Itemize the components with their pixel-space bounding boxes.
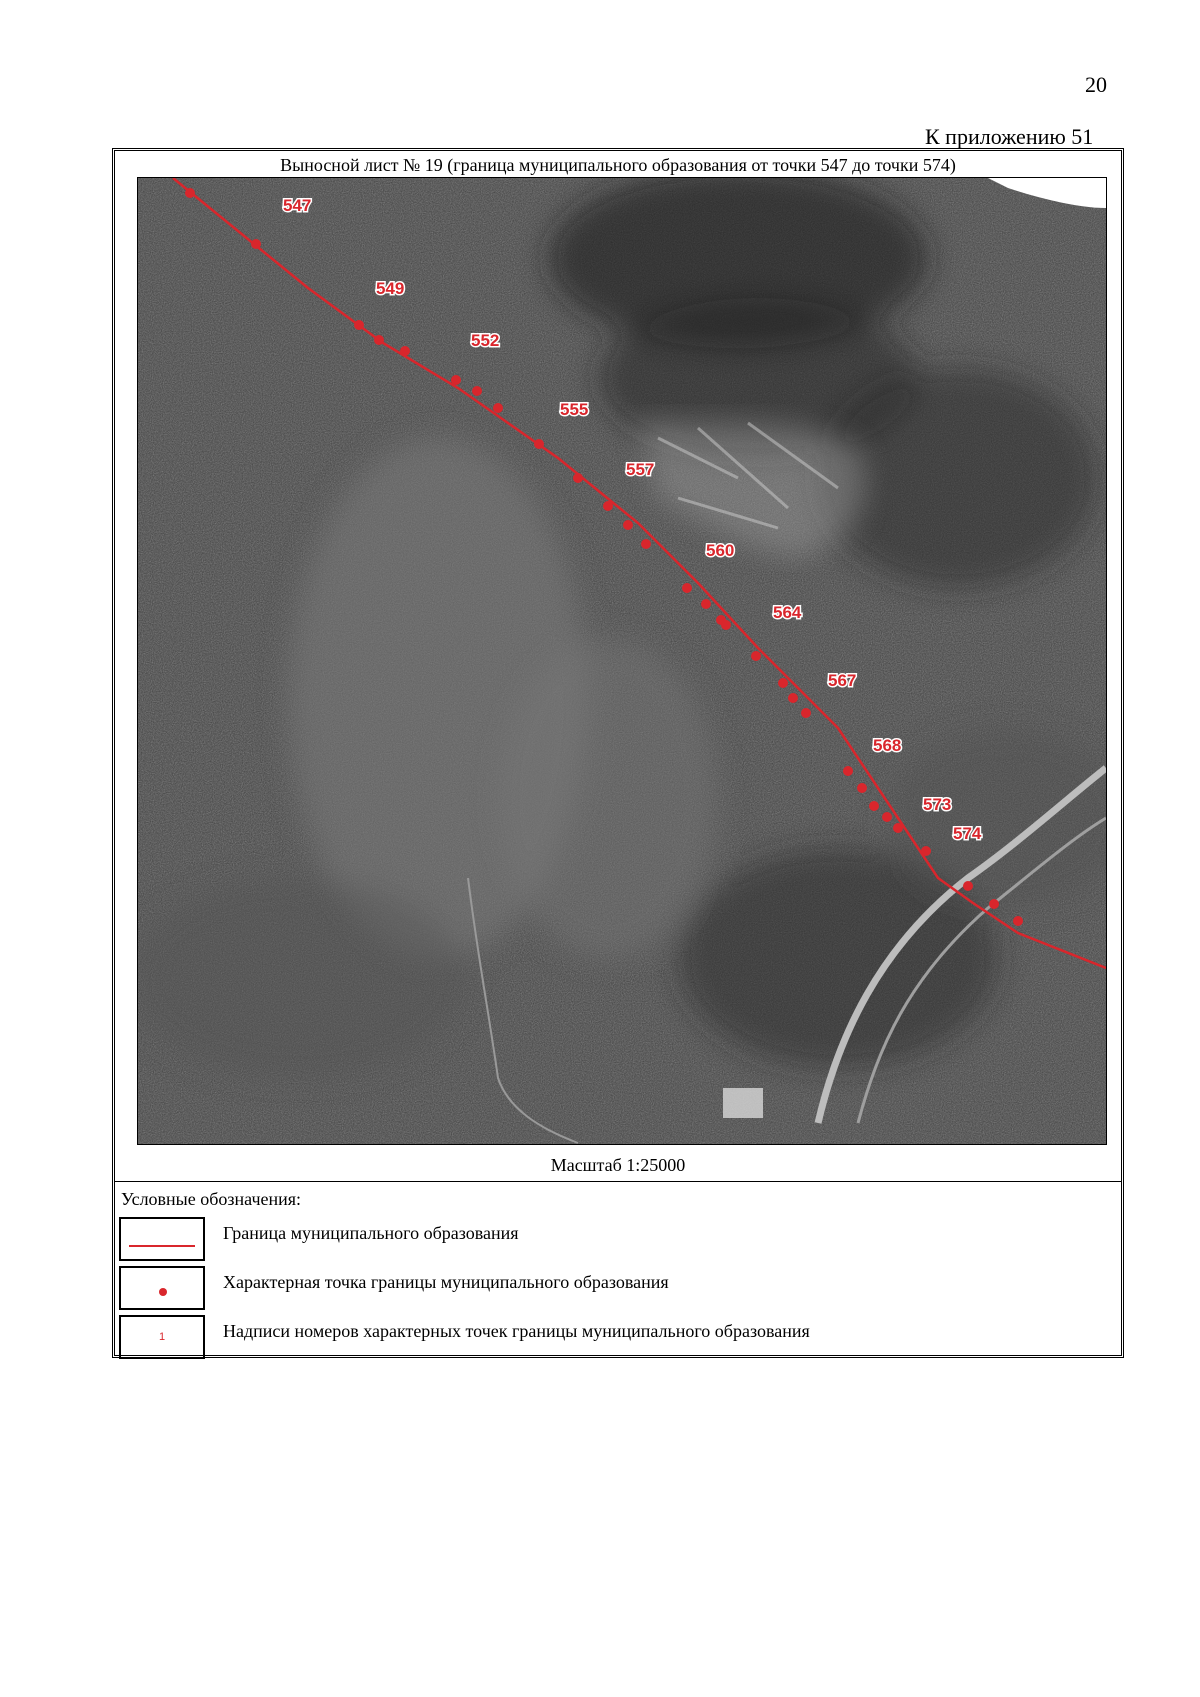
page-number: 20 (1085, 72, 1107, 97)
boundary-point[interactable] (573, 473, 583, 483)
boundary-point[interactable] (778, 678, 788, 688)
boundary-line-symbol (119, 1217, 205, 1261)
point-label: 574 (953, 824, 982, 843)
boundary-point[interactable] (843, 766, 853, 776)
boundary-point[interactable] (721, 620, 731, 630)
boundary-point[interactable] (857, 783, 867, 793)
point-number-sample: 1 (158, 1331, 166, 1343)
boundary-point[interactable] (989, 899, 999, 909)
point-label: 568 (873, 736, 902, 755)
map-sheet-frame (112, 148, 1124, 1358)
boundary-point[interactable] (185, 188, 195, 198)
annex-label: К приложению 51 (925, 124, 1094, 149)
boundary-point[interactable] (788, 693, 798, 703)
boundary-point[interactable] (354, 320, 364, 330)
red-line-icon (129, 1245, 195, 1247)
legend-item-label: Граница муниципального образования (223, 1223, 519, 1243)
boundary-point[interactable] (921, 846, 931, 856)
point-label: 560 (706, 541, 735, 560)
point-label: 564 (773, 603, 802, 622)
map-scale: Масштаб 1:25000 (550, 1155, 686, 1175)
boundary-point[interactable] (400, 346, 410, 356)
boundary-point[interactable] (682, 583, 692, 593)
point-label: 557 (626, 460, 655, 479)
boundary-point[interactable] (882, 812, 892, 822)
point-label: 567 (828, 671, 857, 690)
legend-divider (115, 1181, 1121, 1182)
legend-item-point (119, 1266, 1109, 1312)
boundary-point[interactable] (251, 239, 261, 249)
boundary-point[interactable] (701, 599, 711, 609)
boundary-point[interactable] (451, 375, 461, 385)
boundary-point[interactable] (641, 539, 651, 549)
legend-item-label: Характерная точка границы муниципального образования (223, 1272, 669, 1292)
boundary-point[interactable] (869, 801, 879, 811)
sheet-title: Выносной лист № 19 (граница муниципального образования от точки 547 до точки 574) (280, 155, 956, 175)
point-label: 549 (376, 279, 405, 298)
point-label: 573 (923, 795, 952, 814)
point-label: 552 (471, 331, 500, 350)
red-dot-icon (159, 1288, 167, 1296)
boundary-point[interactable] (374, 335, 384, 345)
point-label: 547 (283, 196, 312, 215)
boundary-point[interactable] (751, 651, 761, 661)
map-canvas (138, 178, 1106, 1144)
boundary-point[interactable] (472, 386, 482, 396)
boundary-point-symbol (119, 1266, 205, 1310)
boundary-point[interactable] (1013, 916, 1023, 926)
point-label: 555 (560, 400, 589, 419)
legend-item-label: Надписи номеров характерных точек границы муниципального образования (223, 1321, 810, 1341)
boundary-point[interactable] (893, 823, 903, 833)
legend-item-point-number (119, 1315, 1109, 1361)
satellite-map[interactable] (137, 177, 1107, 1145)
boundary-point[interactable] (963, 881, 973, 891)
legend-item-boundary (119, 1217, 1109, 1263)
boundary-point[interactable] (603, 501, 613, 511)
legend-title: Условные обозначения: (121, 1189, 302, 1209)
point-number-symbol (119, 1315, 205, 1359)
boundary-point[interactable] (493, 403, 503, 413)
building-patch (723, 1088, 763, 1118)
boundary-point[interactable] (623, 520, 633, 530)
boundary-point[interactable] (534, 439, 544, 449)
boundary-point[interactable] (801, 708, 811, 718)
